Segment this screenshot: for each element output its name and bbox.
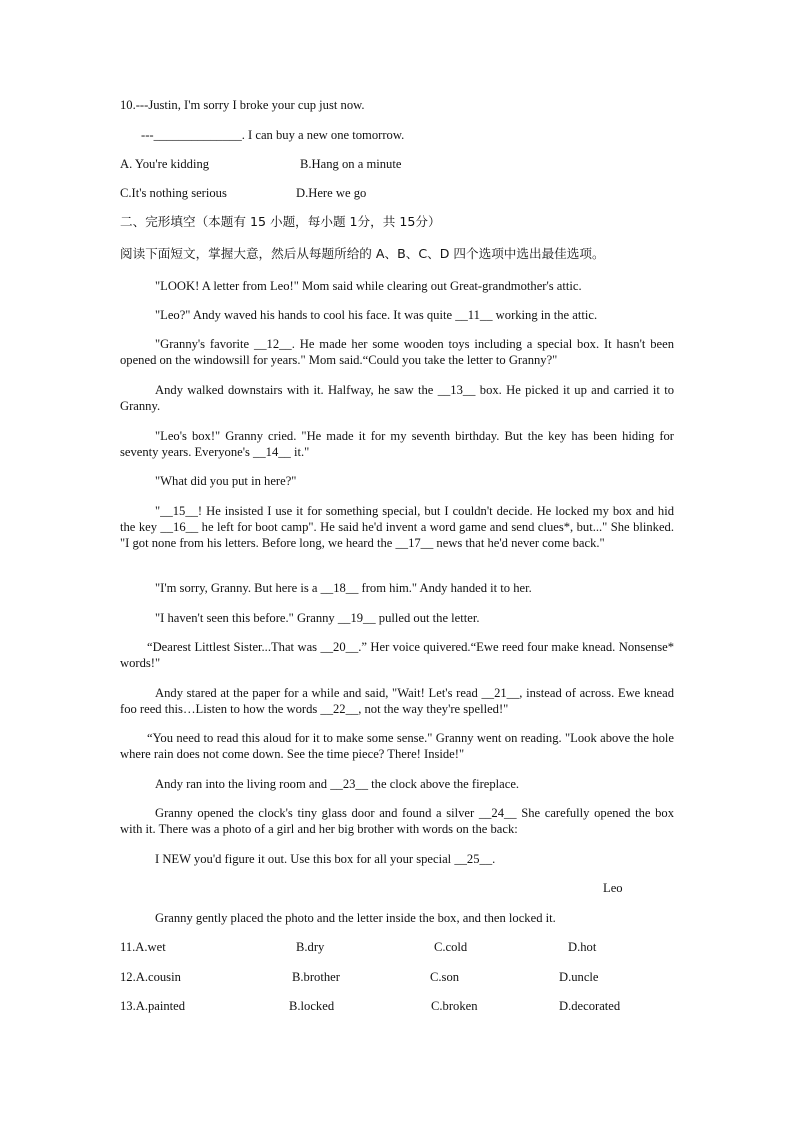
passage-paragraph: “Dearest Littlest Sister...That was __20__.” Her voice quivered.“Ewe reed four make knead. Nonsense* words!" <box>120 640 674 670</box>
option-11-d: D.hot <box>568 940 597 954</box>
passage-paragraph: I NEW you'd figure it out. Use this box for all your special __25__. <box>155 852 496 866</box>
option-12-c: C.son <box>430 970 460 984</box>
option-12-d: D.uncle <box>559 970 599 984</box>
option-12-b: B.brother <box>292 970 340 984</box>
q10-option-c: C.It's nothing serious <box>120 186 227 200</box>
option-11-c: C.cold <box>434 940 468 954</box>
passage-paragraph: Andy stared at the paper for a while and said, "Wait! Let's read __21__, instead of across. Ewe knead foo reed this…Listen to how the words __22__, not the way they're spelled!" <box>120 686 674 716</box>
passage-paragraph: "What did you put in here?" <box>155 474 297 488</box>
section-heading: 二、完形填空（本题有 15 小题，每小题 1分，共 15分） <box>120 214 441 229</box>
passage-paragraph: "Leo?" Andy waved his hands to cool his face. It was quite __11__ working in the attic. <box>155 308 598 322</box>
passage-paragraph: "Leo's box!" Granny cried. "He made it for my seventh birthday. But the key has been hiding for seventy years. Everyone's __14__ it." <box>120 429 674 459</box>
letter-signature: Leo <box>603 881 623 895</box>
q10-question: 10.---Justin, I'm sorry I broke your cup just now. <box>120 98 365 112</box>
q10-option-b: B.Hang on a minute <box>300 157 402 171</box>
section-instruction: 阅读下面短文，掌握大意，然后从每题所给的 A、B、C、D 四个选项中选出最佳选项。 <box>120 246 605 261</box>
passage-paragraph: "I haven't seen this before." Granny __19__ pulled out the letter. <box>155 611 480 625</box>
option-13-c: C.broken <box>431 999 478 1013</box>
passage-paragraph: “You need to read this aloud for it to make some sense." Granny went on reading. "Look above the hole where rain does not come down. See the time piece? There! Inside!" <box>120 731 674 761</box>
passage-paragraph: "__15__! He insisted I use it for something special, but I couldn't decide. He locked my box and hid the key __16__ he left for boot camp". He said he'd invent a word game and send clues*, but..." She blinked. "I got none from his letters. Before long, we heard the __17__ news that he'd never come back." <box>120 504 674 550</box>
passage-paragraph: "LOOK! A letter from Leo!" Mom said while clearing out Great-grandmother's attic. <box>155 279 582 293</box>
q10-option-a: A. You're kidding <box>120 157 210 171</box>
passage-paragraph: "Granny's favorite __12__. He made her some wooden toys including a special box. It hasn't been opened on the windowsill for years." Mom said.“Could you take the letter to Granny?" <box>120 337 674 367</box>
option-13-d: D.decorated <box>559 999 621 1013</box>
option-11-b: B.dry <box>296 940 325 954</box>
q10-answer-line: ---______________. I can buy a new one tomorrow. <box>141 128 405 142</box>
passage-paragraph: Andy walked downstairs with it. Halfway, he saw the __13__ box. He picked it up and carried it to Granny. <box>120 383 674 413</box>
q10-option-d: D.Here we go <box>296 186 367 200</box>
passage-paragraph: Granny gently placed the photo and the letter inside the box, and then locked it. <box>155 911 556 925</box>
passage-paragraph: Granny opened the clock's tiny glass door and found a silver __24__ She carefully opened the box with it. There was a photo of a girl and her big brother with words on the back: <box>120 806 674 836</box>
option-13-a: 13.A.painted <box>120 999 186 1013</box>
option-13-b: B.locked <box>289 999 335 1013</box>
passage-paragraph: "I'm sorry, Granny. But here is a __18__ from him." Andy handed it to her. <box>155 581 532 595</box>
option-11-a: 11.A.wet <box>120 940 166 954</box>
passage-paragraph: Andy ran into the living room and __23__ the clock above the fireplace. <box>155 777 520 791</box>
option-12-a: 12.A.cousin <box>120 970 181 984</box>
